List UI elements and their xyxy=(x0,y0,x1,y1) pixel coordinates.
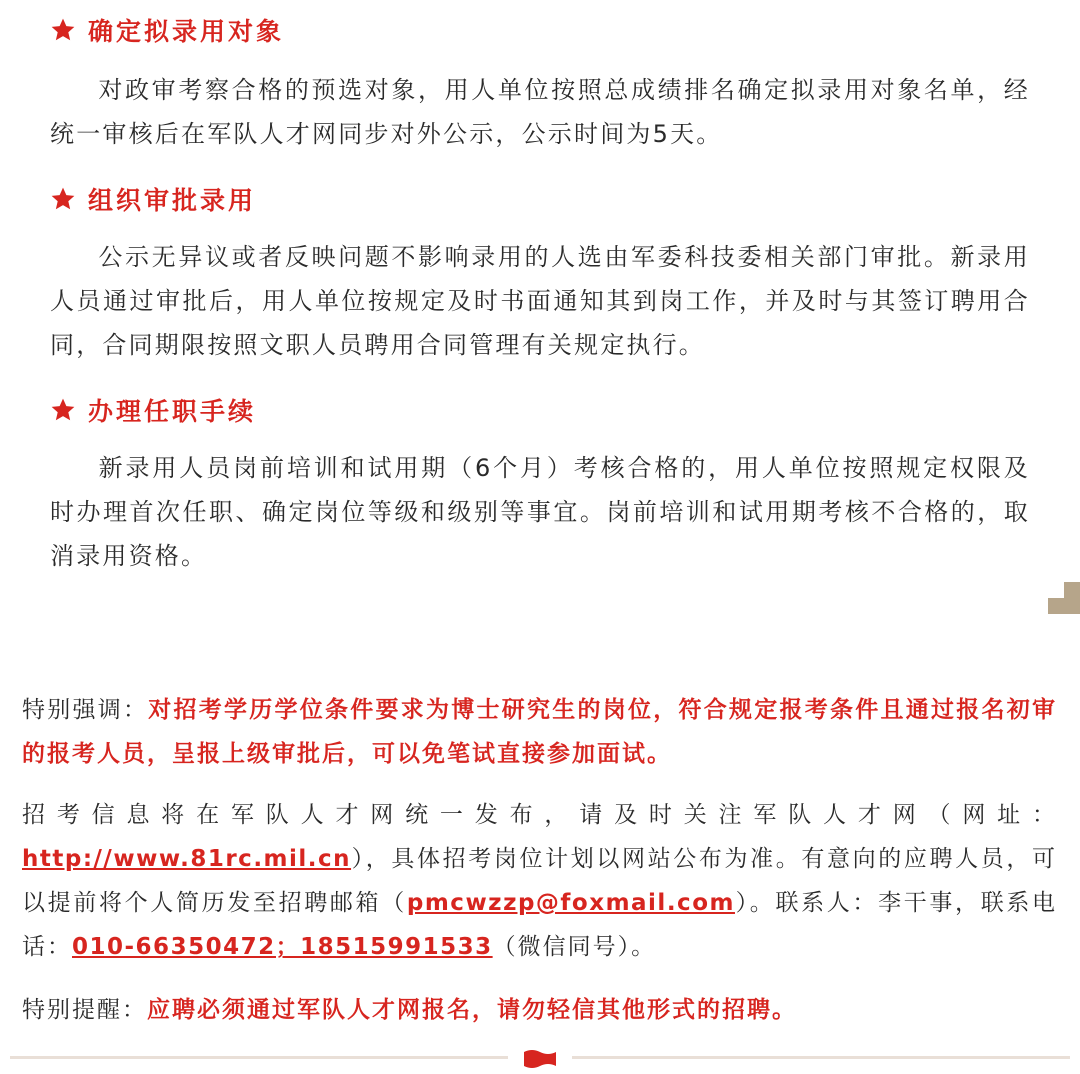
star-icon xyxy=(50,17,76,43)
emphasis-note xyxy=(22,688,1057,776)
flag-icon xyxy=(520,1046,560,1070)
section-paragraph-3 xyxy=(50,446,1030,578)
star-icon xyxy=(50,186,76,212)
footer-divider-left xyxy=(10,1056,508,1059)
reminder-text: 应聘必须通过军队人才网报名，请勿轻信其他形式的招聘。 xyxy=(147,997,797,1023)
corner-decoration-icon xyxy=(1048,582,1080,614)
section-heading-text: 组织审批录用 xyxy=(88,186,257,215)
emphasis-text: 对招考学历学位条件要求为博士研究生的岗位，符合规定报考条件且通过报名初审的报考人员，呈报上级审批后，可以免笔试直接参加面试。 xyxy=(22,697,1057,767)
section-paragraph-text: 新录用人员岗前培训和试用期（6个月）考核合格的，用人单位按照规定权限及时办理首次任职、确定岗位等级和级别等事宜。岗前培训和试用期考核不合格的，取消录用资格。 xyxy=(50,454,1030,570)
section-heading-1 xyxy=(50,12,284,48)
star-icon xyxy=(50,397,76,423)
info-text-1: 招考信息将在军队人才网统一发布，请及时关注军队人才网（网址： xyxy=(22,802,1057,828)
section-paragraph-1 xyxy=(50,68,1030,156)
info-text-4: （微信同号）。 xyxy=(492,934,657,960)
reminder-label: 特别提醒： xyxy=(22,997,147,1023)
footer-divider-right xyxy=(572,1056,1070,1059)
section-heading-2 xyxy=(50,181,256,217)
emphasis-label: 特别强调： xyxy=(22,697,149,723)
reminder-note xyxy=(22,988,1057,1032)
section-heading-3 xyxy=(50,392,256,428)
email-link[interactable]: pmcwzzp@foxmail.com xyxy=(406,890,735,916)
section-heading-text: 办理任职手续 xyxy=(88,397,257,426)
phone-link[interactable]: 010-66350472；18515991533 xyxy=(72,934,493,960)
info-text-2: ），具体招考岗位计划以网站公布为准。有意向的应聘人员，可以提前将个人简历发至招聘邮箱（ xyxy=(22,846,1057,916)
section-paragraph-text: 对政审考察合格的预选对象，用人单位按照总成绩排名确定拟录用对象名单，经统一审核后在军队人才网同步对外公示，公示时间为5天。 xyxy=(50,76,1030,148)
recruitment-info xyxy=(22,793,1057,969)
website-link[interactable]: http://www.81rc.mil.cn xyxy=(22,846,352,872)
section-heading-text: 确定拟录用对象 xyxy=(88,17,285,46)
section-paragraph-text: 公示无异议或者反映问题不影响录用的人选由军委科技委相关部门审批。新录用人员通过审批后，用人单位按规定及时书面通知其到岗工作，并及时与其签订聘用合同，合同期限按照文职人员聘用合同管理有关规定执行。 xyxy=(50,243,1030,359)
info-text-3: ）。联系人：李干事，联系电话： xyxy=(22,890,1058,960)
section-paragraph-2 xyxy=(50,235,1030,367)
